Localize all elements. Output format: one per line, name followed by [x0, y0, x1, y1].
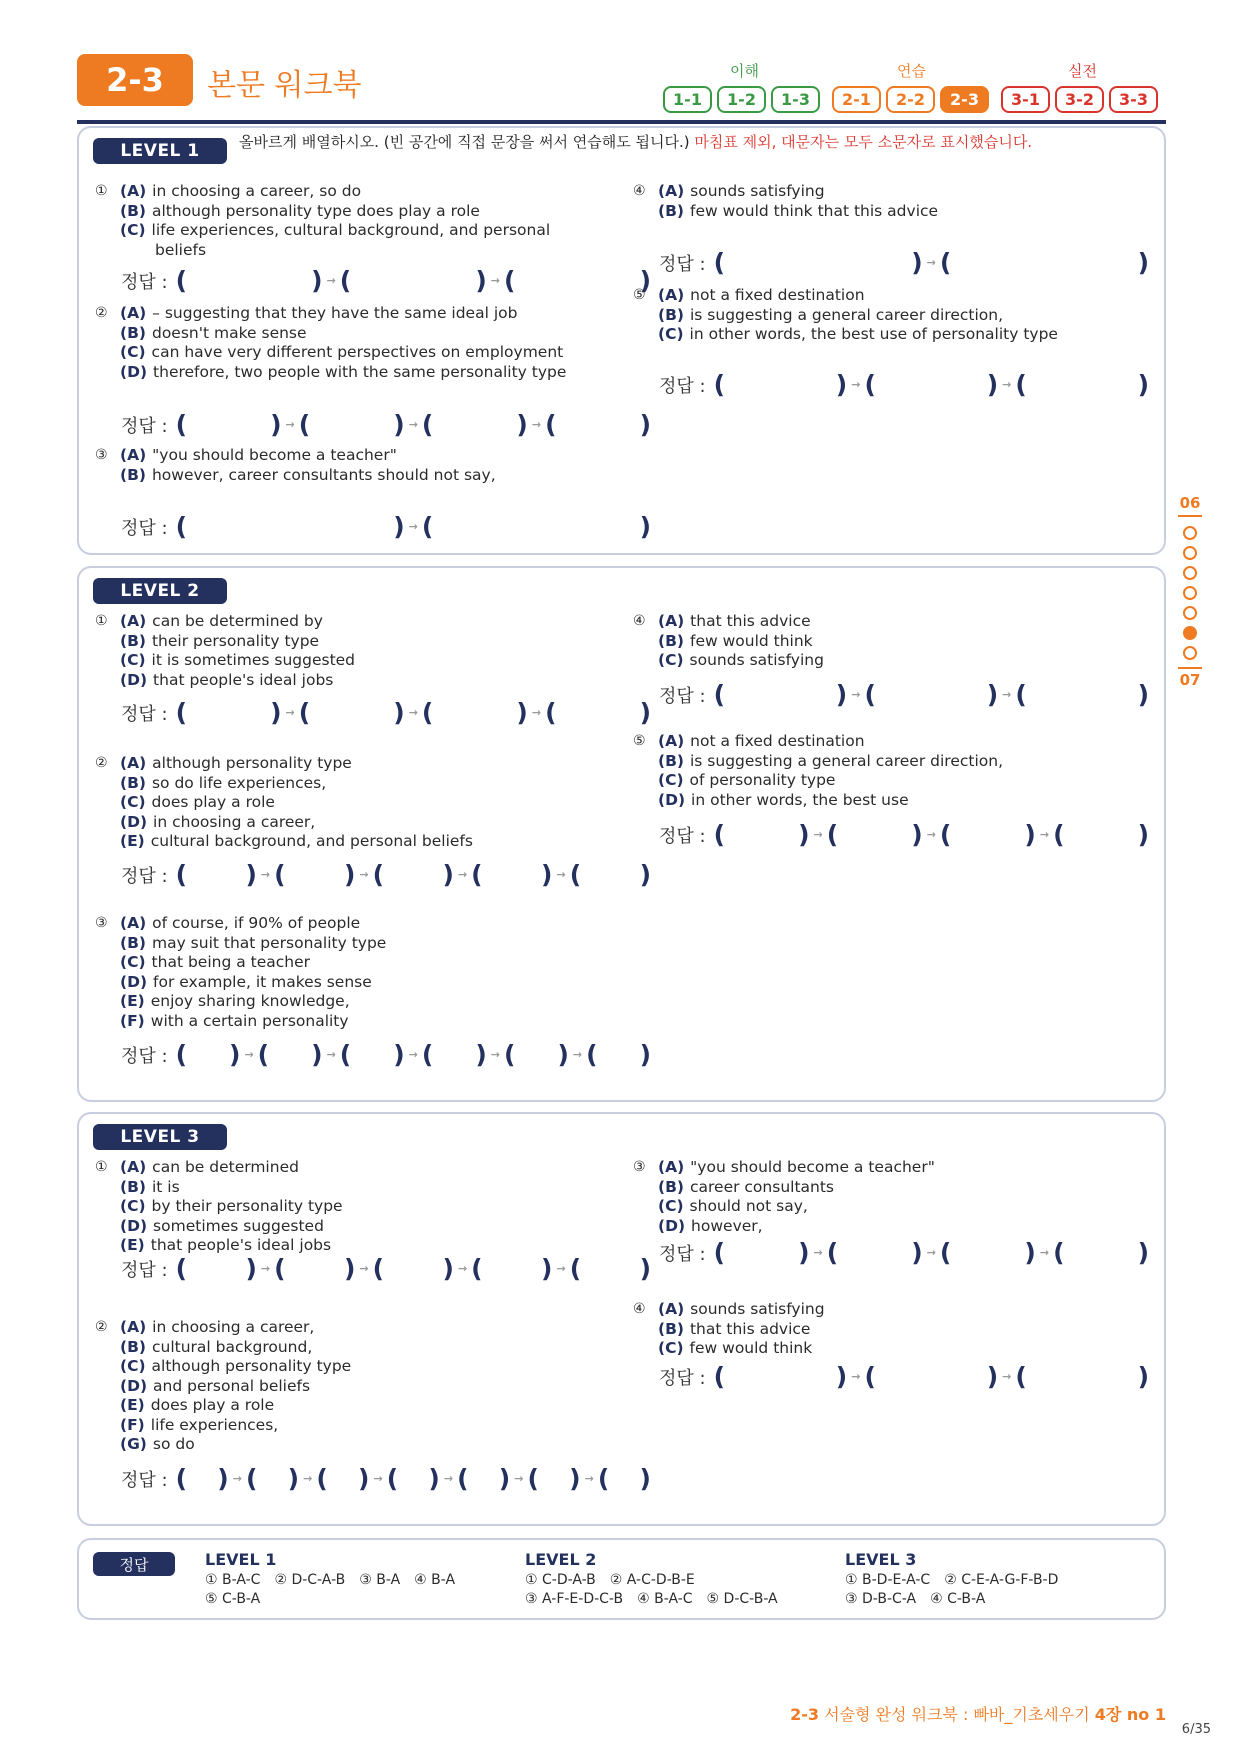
item-text: should not say,	[689, 1197, 808, 1215]
item-label: (A)	[120, 182, 147, 200]
header-divider	[77, 120, 1166, 124]
answer-key-item: ④ C-B-A	[930, 1591, 986, 1607]
item-label: (B)	[120, 323, 146, 342]
item-label: (E)	[120, 832, 145, 850]
answer-key-item: ② D-C-A-B	[274, 1572, 346, 1588]
arrow-icon: →	[408, 418, 418, 431]
item-label: (D)	[120, 972, 148, 991]
item-text: doesn't make sense	[151, 323, 307, 342]
footer-text: 서술형 완성 워크북 : 빠바_기초세우기	[824, 1705, 1090, 1724]
item-text: in choosing a career,	[152, 1318, 315, 1336]
answer-row[interactable]: 정답 : ( ) → ( ) → ( )	[121, 266, 651, 295]
item-label: (A)	[658, 1158, 685, 1176]
level1-panel	[77, 126, 1166, 555]
side-nav-dot[interactable]	[1183, 546, 1197, 560]
item-label: (A)	[120, 754, 147, 772]
item-text: does play a role	[150, 1396, 275, 1414]
answer-row[interactable]: 정답 : ( ) → ( ) → ( ) → ( ) → ( ) → ( )	[121, 1040, 651, 1069]
level3-question-1	[95, 1158, 343, 1256]
item-label: (A)	[658, 286, 685, 304]
arrow-icon: →	[851, 688, 861, 701]
arrow-icon: →	[1002, 378, 1012, 391]
arrow-icon: →	[572, 1048, 583, 1061]
answer-label: 정답 :	[659, 685, 706, 707]
item-text-continued: beliefs	[155, 240, 207, 259]
question-number: ②	[95, 755, 108, 771]
arrow-icon: →	[260, 868, 271, 881]
side-nav-end: 07	[1179, 671, 1201, 689]
answer-label: 정답 :	[121, 703, 168, 725]
item-text: is suggesting a general career direction,	[689, 751, 1003, 770]
arrow-icon: →	[851, 378, 861, 391]
level2-question-1	[95, 612, 355, 690]
item-label: (F)	[120, 1011, 145, 1030]
question-number: ②	[95, 305, 108, 321]
level2-question-5	[633, 732, 1003, 810]
arrow-icon: →	[531, 706, 542, 719]
answer-key-item: ③ B-A	[359, 1572, 401, 1588]
item-text: for example, it makes sense	[153, 972, 372, 991]
tab-3-1[interactable]: 3-1	[1001, 86, 1050, 113]
answer-row[interactable]: 정답 : ( ) → ( ) → ( ) → ( )	[121, 410, 652, 439]
question-number: ④	[633, 183, 646, 199]
question-number: ⑤	[633, 733, 646, 749]
item-text: their personality type	[151, 631, 320, 650]
item-text: few would think	[689, 631, 813, 650]
tab-2-1[interactable]: 2-1	[832, 86, 881, 113]
item-label: (A)	[658, 182, 685, 200]
side-nav-dot[interactable]	[1183, 586, 1197, 600]
item-text: in choosing a career, so do	[152, 182, 362, 200]
item-text: life experiences, cultural background, and personal	[151, 221, 551, 239]
item-label: (A)	[120, 612, 147, 630]
footer-prefix: 2-3	[790, 1705, 819, 1724]
item-label: (A)	[120, 914, 147, 932]
arrow-icon: →	[1002, 688, 1012, 701]
item-text: sounds satisfying	[689, 651, 824, 669]
item-label: (C)	[658, 325, 684, 343]
question-number: ①	[95, 183, 108, 199]
item-text: may suit that personality type	[151, 933, 387, 952]
answer-key-item: ⑤ D-C-B-A	[706, 1591, 778, 1607]
level2-question-4	[633, 612, 824, 671]
item-text: in other words, the best use of personality type	[689, 325, 1058, 343]
side-nav-dot[interactable]	[1183, 566, 1197, 580]
answer-label: 정답 :	[121, 1045, 168, 1067]
item-label: (A)	[120, 1158, 147, 1176]
level3-question-4	[633, 1300, 825, 1359]
item-text: although personality type does play a role	[151, 201, 480, 220]
item-label: (E)	[120, 1236, 145, 1254]
answer-key-level3	[845, 1550, 1072, 1609]
arrow-icon: →	[1002, 1370, 1012, 1383]
level3-panel	[77, 1112, 1166, 1526]
level2-badge: LEVEL 2	[93, 578, 227, 604]
item-text: can be determined	[152, 1158, 299, 1176]
item-label: (D)	[120, 1216, 148, 1235]
item-text: enjoy sharing knowledge,	[150, 992, 350, 1010]
side-nav-dot-active[interactable]	[1183, 626, 1197, 640]
arrow-icon: →	[556, 868, 566, 881]
group-label-real: 실전	[1068, 62, 1097, 80]
instruction-note: 마침표 제외, 대문자는 모두 소문자로 표시했습니다.	[694, 133, 1033, 151]
arrow-icon: →	[408, 706, 418, 719]
item-text: however, career consultants should not say,	[151, 465, 496, 484]
level3-question-2	[95, 1318, 351, 1455]
tab-3-3[interactable]: 3-3	[1109, 86, 1158, 113]
side-nav-dot[interactable]	[1183, 646, 1197, 660]
item-label: (A)	[658, 1300, 685, 1318]
level2-question-3	[95, 914, 386, 1031]
question-number: ③	[95, 447, 108, 463]
answer-row[interactable]: 정답 : ( ) → ( ) → ( ) → ( ) → ( )	[121, 1254, 651, 1283]
answer-label: 정답 :	[121, 865, 168, 887]
answer-key-item: ③ D-B-C-A	[845, 1591, 917, 1607]
item-label: (E)	[120, 1396, 145, 1414]
answer-row[interactable]: 정답 : ( ) → ( )	[121, 512, 651, 541]
item-text: of personality type	[689, 771, 836, 789]
answer-label: 정답 :	[659, 1367, 706, 1389]
side-nav-rule-top	[1178, 515, 1202, 517]
arrow-icon: →	[285, 418, 295, 431]
tab-2-3[interactable]: 2-3	[940, 86, 989, 113]
item-text: in other words, the best use	[691, 790, 909, 809]
level1-question-3	[95, 446, 496, 485]
answer-key-item: ② A-C-D-B-E	[609, 1572, 695, 1588]
item-text: sometimes suggested	[153, 1216, 324, 1235]
item-label: (A)	[658, 612, 685, 630]
item-text: although personality type	[151, 1357, 352, 1375]
answer-row[interactable]: 정답 : ( ) → ( ) → ( )	[659, 1362, 1150, 1391]
answer-key-title: LEVEL 3	[845, 1550, 917, 1569]
question-number: ①	[95, 1159, 108, 1175]
level3-badge: LEVEL 3	[93, 1124, 227, 1150]
item-label: (B)	[120, 465, 146, 484]
item-label: (D)	[120, 362, 148, 381]
item-text: and personal beliefs	[153, 1376, 311, 1395]
arrow-icon: →	[457, 1262, 468, 1275]
item-label: (C)	[658, 771, 684, 789]
arrow-icon: →	[260, 1262, 271, 1275]
arrow-icon: →	[926, 256, 936, 269]
item-label: (B)	[120, 773, 146, 792]
item-label: (B)	[658, 751, 684, 770]
item-text: does play a role	[151, 793, 275, 811]
arrow-icon: →	[926, 1246, 936, 1259]
answer-row[interactable]: 정답 : ( ) → ( ) → ( ) → ( )	[121, 698, 652, 727]
answer-key-item: ④ B-A	[414, 1572, 456, 1588]
arrow-icon: →	[285, 706, 295, 719]
answer-key-item: ② C-E-A-G-F-B-D	[944, 1572, 1059, 1588]
answer-key-title: LEVEL 1	[205, 1550, 277, 1569]
item-label: (C)	[120, 1357, 146, 1375]
level2-panel	[77, 566, 1166, 1102]
question-number: ⑤	[633, 287, 646, 303]
side-nav-start: 06	[1179, 494, 1201, 512]
answer-key-item: ③ A-F-E-D-C-B	[525, 1591, 624, 1607]
answer-label: 정답 :	[659, 375, 706, 397]
tab-1-2[interactable]: 1-2	[717, 86, 766, 113]
answer-label: 정답 :	[121, 517, 168, 539]
answer-key-item: ① B-D-E-A-C	[845, 1572, 931, 1588]
item-text: that this advice	[690, 612, 811, 630]
item-label: (C)	[120, 221, 146, 239]
item-text: can have very different perspectives on employment	[151, 343, 564, 361]
item-label: (C)	[658, 1339, 684, 1357]
item-label: (B)	[120, 933, 146, 952]
item-text: cultural background, and personal beliefs	[150, 832, 473, 850]
level1-question-4	[633, 182, 938, 221]
answer-key-badge: 정답	[93, 1552, 175, 1576]
arrow-icon: →	[457, 868, 468, 881]
page-title: 본문 워크북	[207, 68, 362, 103]
arrow-icon: →	[514, 1472, 524, 1485]
arrow-icon: →	[1039, 1246, 1050, 1259]
answer-label: 정답 :	[659, 825, 706, 847]
answer-key-item: ① C-D-A-B	[525, 1572, 596, 1588]
item-text: by their personality type	[151, 1197, 343, 1215]
question-number: ③	[95, 915, 108, 931]
item-text: is suggesting a general career direction,	[689, 305, 1003, 324]
item-text: not a fixed destination	[690, 732, 865, 750]
tab-3-2[interactable]: 3-2	[1055, 86, 1104, 113]
answer-label: 정답 :	[121, 1259, 168, 1281]
answer-row[interactable]: 정답 : ( ) → ( ) → ( )	[659, 680, 1150, 709]
arrow-icon: →	[584, 1472, 594, 1485]
item-label: (B)	[120, 1337, 146, 1356]
answer-key-item: ⑤ C-B-A	[205, 1591, 261, 1607]
arrow-icon: →	[303, 1472, 313, 1485]
item-text: of course, if 90% of people	[152, 914, 361, 932]
answer-label: 정답 :	[659, 253, 706, 275]
answer-label: 정답 :	[121, 1469, 168, 1491]
item-text: few would think that this advice	[689, 201, 939, 220]
tab-1-1[interactable]: 1-1	[663, 86, 712, 113]
side-nav-rule-bottom	[1178, 667, 1202, 669]
item-label: (C)	[120, 651, 146, 669]
item-label: (C)	[658, 1197, 684, 1215]
item-label: (B)	[658, 201, 684, 220]
section-badge: 2-3	[77, 54, 193, 106]
arrow-icon: →	[244, 1048, 254, 1061]
item-text: it is sometimes suggested	[151, 651, 356, 669]
answer-row[interactable]: 정답 : ( ) → ( ) → ( ) → ( ) → ( )	[121, 860, 651, 889]
item-label: (G)	[120, 1435, 147, 1453]
item-text: with a certain personality	[150, 1011, 349, 1030]
question-number: ③	[633, 1159, 646, 1175]
item-text: career consultants	[689, 1177, 834, 1196]
group-label-understand: 이해	[730, 62, 759, 80]
footer-chapter: 4장 no 1	[1094, 1705, 1166, 1724]
level3-question-3	[633, 1158, 935, 1236]
tab-2-2[interactable]: 2-2	[886, 86, 935, 113]
arrow-icon: →	[926, 828, 936, 841]
arrow-icon: →	[490, 274, 500, 287]
answer-label: 정답 :	[659, 1243, 706, 1265]
answer-label: 정답 :	[121, 271, 168, 293]
answer-row[interactable]: 정답 : ( ) → ( ) → ( ) → ( )	[659, 1238, 1150, 1267]
item-text: that this advice	[689, 1319, 811, 1338]
arrow-icon: →	[359, 1262, 369, 1275]
answer-key-item: ① B-A-C	[205, 1572, 261, 1588]
item-text: cultural background,	[151, 1337, 313, 1356]
answer-key-level2	[525, 1550, 792, 1609]
item-label: (E)	[120, 992, 145, 1010]
item-label: (D)	[120, 670, 148, 689]
item-text: – suggesting that they have the same ideal job	[152, 304, 518, 322]
item-label: (B)	[658, 1319, 684, 1338]
item-text: can be determined by	[152, 612, 323, 630]
item-text: however,	[691, 1216, 763, 1235]
item-text: "you should become a teacher"	[152, 446, 397, 464]
item-text: that being a teacher	[151, 953, 311, 971]
arrow-icon: →	[851, 1370, 861, 1383]
answer-row[interactable]: 정답 : ( ) → ( ) → ( ) → ( ) → ( ) → ( ) → ( )	[121, 1464, 651, 1493]
arrow-icon: →	[408, 1048, 418, 1061]
item-text: so do	[152, 1435, 195, 1453]
level1-instruction	[239, 132, 1139, 152]
item-label: (D)	[120, 1376, 148, 1395]
question-number: ④	[633, 1301, 646, 1317]
answer-key-item: ④ B-A-C	[637, 1591, 693, 1607]
item-label: (A)	[120, 1318, 147, 1336]
arrow-icon: →	[813, 1246, 823, 1259]
item-text: that people's ideal jobs	[153, 670, 334, 689]
arrow-icon: →	[490, 1048, 500, 1061]
item-label: (B)	[120, 201, 146, 220]
item-label: (C)	[120, 953, 146, 971]
question-number: ①	[95, 613, 108, 629]
arrow-icon: →	[556, 1262, 566, 1275]
item-label: (C)	[120, 343, 146, 361]
arrow-icon: →	[326, 1048, 336, 1061]
arrow-icon: →	[408, 520, 418, 533]
item-label: (A)	[658, 732, 685, 750]
group-label-practice: 연습	[897, 62, 926, 80]
item-label: (B)	[658, 1177, 684, 1196]
item-label: (A)	[120, 304, 147, 322]
answer-row[interactable]: 정답 : ( ) → ( ) → ( ) → ( )	[659, 820, 1150, 849]
page-number: 6/35	[1181, 1722, 1211, 1737]
arrow-icon: →	[443, 1472, 454, 1485]
item-label: (C)	[658, 651, 684, 669]
item-text: not a fixed destination	[690, 286, 865, 304]
item-label: (B)	[120, 1177, 146, 1196]
arrow-icon: →	[359, 868, 369, 881]
item-text: it is	[151, 1177, 180, 1196]
arrow-icon: →	[232, 1472, 242, 1485]
arrow-icon: →	[813, 828, 823, 841]
item-text: that people's ideal jobs	[150, 1236, 332, 1254]
instruction-text: 올바르게 배열하시오. (빈 공간에 직접 문장을 써서 연습해도 됩니다.)	[239, 133, 690, 151]
item-label: (D)	[658, 790, 686, 809]
answer-key-title: LEVEL 2	[525, 1550, 597, 1569]
answer-key-panel	[77, 1538, 1166, 1620]
item-text: in choosing a career,	[153, 812, 316, 831]
level2-question-2	[95, 754, 473, 852]
item-text: sounds satisfying	[690, 182, 825, 200]
item-text: so do life experiences,	[151, 773, 327, 792]
answer-key-level1	[205, 1550, 469, 1609]
side-nav-dot[interactable]	[1183, 606, 1197, 620]
level1-question-1	[95, 182, 550, 260]
item-label: (F)	[120, 1415, 145, 1434]
question-number: ②	[95, 1319, 108, 1335]
item-text: life experiences,	[150, 1415, 279, 1434]
item-label: (B)	[658, 305, 684, 324]
item-text: therefore, two people with the same personality type	[153, 362, 567, 381]
item-label: (D)	[658, 1216, 686, 1235]
item-text: few would think	[689, 1339, 813, 1357]
level1-question-5	[633, 286, 1058, 345]
item-label: (B)	[120, 631, 146, 650]
question-number: ④	[633, 613, 646, 629]
item-label: (B)	[658, 631, 684, 650]
footer-title	[790, 1702, 1166, 1725]
arrow-icon: →	[326, 274, 336, 287]
answer-row[interactable]: 정답 : ( ) → ( )	[659, 248, 1149, 277]
side-nav-dot[interactable]	[1183, 526, 1197, 540]
arrow-icon: →	[531, 418, 542, 431]
arrow-icon: →	[1039, 828, 1050, 841]
item-text: "you should become a teacher"	[690, 1158, 935, 1176]
item-text: although personality type	[152, 754, 352, 772]
arrow-icon: →	[373, 1472, 383, 1485]
item-label: (A)	[120, 446, 147, 464]
tab-1-3[interactable]: 1-3	[771, 86, 820, 113]
item-label: (D)	[120, 812, 148, 831]
level1-badge: LEVEL 1	[93, 138, 227, 164]
level1-question-2	[95, 304, 566, 382]
item-text: sounds satisfying	[690, 1300, 825, 1318]
answer-row[interactable]: 정답 : ( ) → ( ) → ( )	[659, 370, 1150, 399]
item-label: (C)	[120, 793, 146, 811]
item-label: (C)	[120, 1197, 146, 1215]
answer-label: 정답 :	[121, 415, 168, 437]
